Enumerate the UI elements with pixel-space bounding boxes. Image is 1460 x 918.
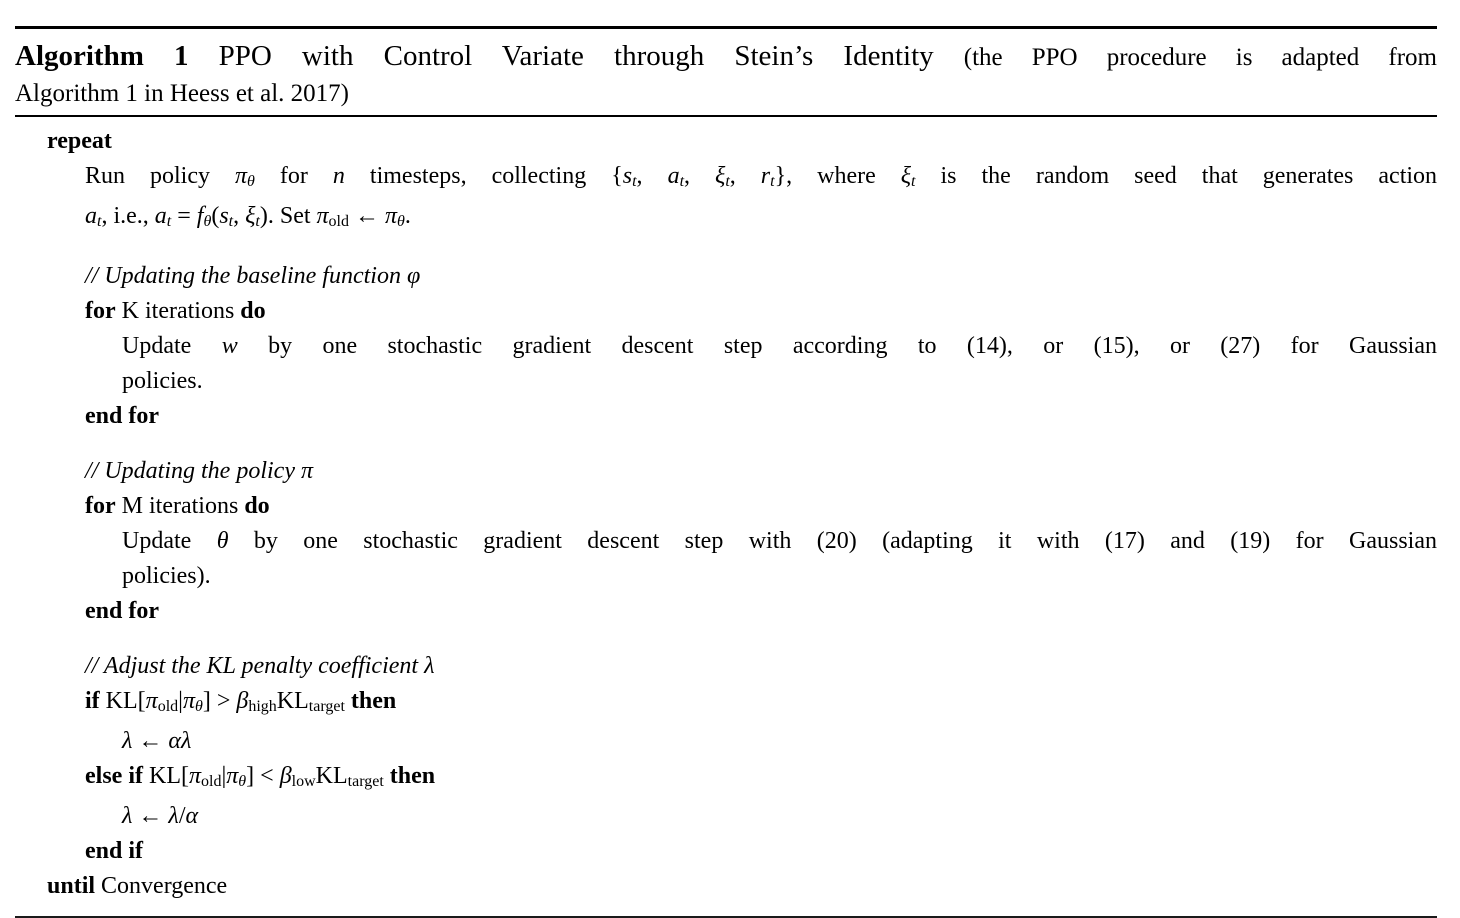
text-token: KL[ — [99, 688, 146, 714]
algorithm-figure — [0, 26, 1460, 918]
line-if-kl-high — [85, 684, 1437, 724]
text-token: low — [291, 773, 316, 790]
text-token: r — [760, 163, 771, 189]
line-lambda-down — [122, 799, 1437, 834]
text-token: // Updating the baseline function — [85, 263, 407, 289]
text-token: f — [196, 203, 204, 229]
text-token: Convergence — [95, 873, 228, 899]
text-token: λ — [122, 728, 133, 754]
text-token: t — [228, 213, 234, 230]
text-token: old — [328, 213, 349, 230]
text-token: , — [729, 163, 761, 189]
text-token: ξ — [245, 203, 256, 229]
text-token: π — [182, 688, 195, 714]
text-token: s — [219, 203, 229, 229]
text-token: end for — [85, 598, 159, 624]
text-token: ← — [132, 728, 169, 754]
text-token: is the random seed that generates action — [915, 163, 1438, 189]
text-token: t — [166, 213, 172, 230]
text-token: Algorithm 1 — [15, 40, 189, 72]
text-token: π — [188, 763, 201, 789]
algorithm-caption-line1 — [15, 37, 1437, 77]
comment-baseline — [85, 259, 1437, 294]
text-token: θ — [238, 773, 247, 790]
text-token: n — [332, 163, 345, 189]
text-token: ξ — [715, 163, 726, 189]
text-token: t — [97, 213, 102, 230]
line-for-m — [85, 489, 1437, 524]
text-token: (the PPO procedure is adapted from — [963, 44, 1437, 71]
text-token: do — [244, 493, 270, 519]
text-token: policies). — [122, 563, 211, 589]
text-token: t — [770, 173, 775, 190]
text-token: // Adjust the KL penalty coefficient — [85, 653, 425, 679]
text-token: t — [255, 213, 260, 230]
text-token: π — [226, 763, 239, 789]
line-repeat — [47, 124, 1437, 159]
text-token: if — [85, 688, 100, 714]
text-token: α — [185, 803, 199, 829]
algorithm-caption-line2 — [15, 77, 1437, 111]
text-token: π — [385, 203, 398, 229]
text-token: a — [85, 203, 97, 229]
text-token: θ — [247, 173, 255, 190]
text-token: ( — [211, 203, 220, 229]
text-token: θ — [397, 213, 405, 230]
text-token: w — [221, 333, 238, 359]
text-token: ← — [132, 803, 169, 829]
line-update-theta — [122, 524, 1437, 559]
text-token: π — [300, 458, 313, 484]
text-token: old — [201, 773, 222, 790]
text-token: ] < — [246, 763, 280, 789]
text-token: policies. — [122, 368, 203, 394]
text-token: , — [636, 163, 668, 189]
text-token: Update — [122, 333, 222, 359]
algorithm-body — [15, 117, 1437, 916]
text-token: ] > — [202, 688, 237, 714]
text-token: M iterations — [115, 493, 245, 519]
text-token: π — [316, 203, 329, 229]
text-token: , — [233, 203, 246, 229]
text-token: until — [47, 873, 96, 899]
text-token: Update — [122, 528, 217, 554]
text-token: then — [389, 763, 436, 789]
line-else-if-kl-low — [85, 759, 1437, 799]
text-token: high — [248, 698, 277, 715]
text-token: Run policy — [85, 163, 236, 189]
text-token: // Updating the policy — [85, 458, 301, 484]
text-token: Algorithm 1 in Heess et al. 2017) — [15, 80, 349, 107]
line-update-w — [122, 329, 1437, 364]
text-token: KL — [276, 688, 309, 714]
line-end-for-k — [85, 399, 1437, 434]
text-token: KL[ — [142, 763, 189, 789]
text-token: K iterations — [115, 298, 241, 324]
line-until — [47, 869, 1437, 904]
text-token: . — [404, 203, 411, 229]
text-token: for — [85, 493, 116, 519]
line-update-theta-cont — [122, 559, 1437, 594]
text-token: end for — [85, 403, 159, 429]
text-token: { — [611, 163, 623, 189]
text-token: repeat — [47, 128, 112, 154]
text-token: do — [240, 298, 266, 324]
line-run-policy — [85, 159, 1437, 199]
text-token: ) — [259, 203, 268, 229]
text-token: β — [279, 763, 292, 789]
text-token: s — [622, 163, 633, 189]
comment-policy — [85, 454, 1437, 489]
line-update-w-cont — [122, 364, 1437, 399]
text-token: target — [308, 698, 345, 715]
text-token: target — [347, 773, 384, 790]
text-token: by one stochastic gradient descent step according to (14), or (15), or (27) for Gaussian — [237, 333, 1437, 359]
text-token: ← — [349, 203, 385, 229]
text-token: , i.e., — [101, 203, 155, 229]
text-token: } — [774, 163, 787, 189]
text-token: φ — [406, 263, 421, 289]
line-lambda-up — [122, 724, 1437, 759]
text-token: then — [350, 688, 397, 714]
text-token: π — [145, 688, 158, 714]
text-token: a — [154, 203, 167, 229]
text-token: t — [632, 173, 637, 190]
text-token: θ — [203, 213, 212, 230]
line-run-policy-cont — [85, 199, 1437, 239]
text-token: PPO with Control Variate through Stein’s Identity — [188, 40, 964, 72]
text-token: λ — [181, 728, 192, 754]
text-token: θ — [194, 698, 203, 715]
text-token: old — [157, 698, 179, 715]
text-token: λ — [122, 803, 133, 829]
text-token: timesteps, collecting — [344, 163, 612, 189]
text-token: | — [178, 688, 183, 714]
text-token: ξ — [900, 163, 912, 189]
comment-kl — [85, 649, 1437, 684]
text-token: t — [911, 173, 916, 190]
text-token: , — [684, 163, 716, 189]
text-token: / — [178, 803, 186, 829]
text-token: t — [679, 173, 685, 190]
text-token: α — [168, 728, 182, 754]
text-token: for — [85, 298, 116, 324]
text-token: a — [667, 163, 680, 189]
text-token: for — [254, 163, 333, 189]
text-token: KL — [315, 763, 348, 789]
line-end-for-m — [85, 594, 1437, 629]
text-token: end if — [85, 838, 144, 864]
line-for-k — [85, 294, 1437, 329]
text-token: by one stochastic gradient descent step with (20) (adapting it with (17) and (19) for Gaussian — [228, 528, 1437, 554]
text-token: t — [725, 173, 730, 190]
text-token: θ — [216, 528, 229, 554]
text-token: λ — [424, 653, 435, 679]
text-token: | — [221, 763, 227, 789]
text-token: else if — [85, 763, 143, 789]
text-token: π — [235, 163, 248, 189]
text-token: λ — [168, 803, 179, 829]
text-token: , where — [786, 163, 901, 189]
text-token: . Set — [267, 203, 317, 229]
text-token: β — [236, 688, 249, 714]
line-end-if — [85, 834, 1437, 869]
text-token: = — [171, 203, 197, 229]
algorithm-caption — [15, 29, 1437, 115]
